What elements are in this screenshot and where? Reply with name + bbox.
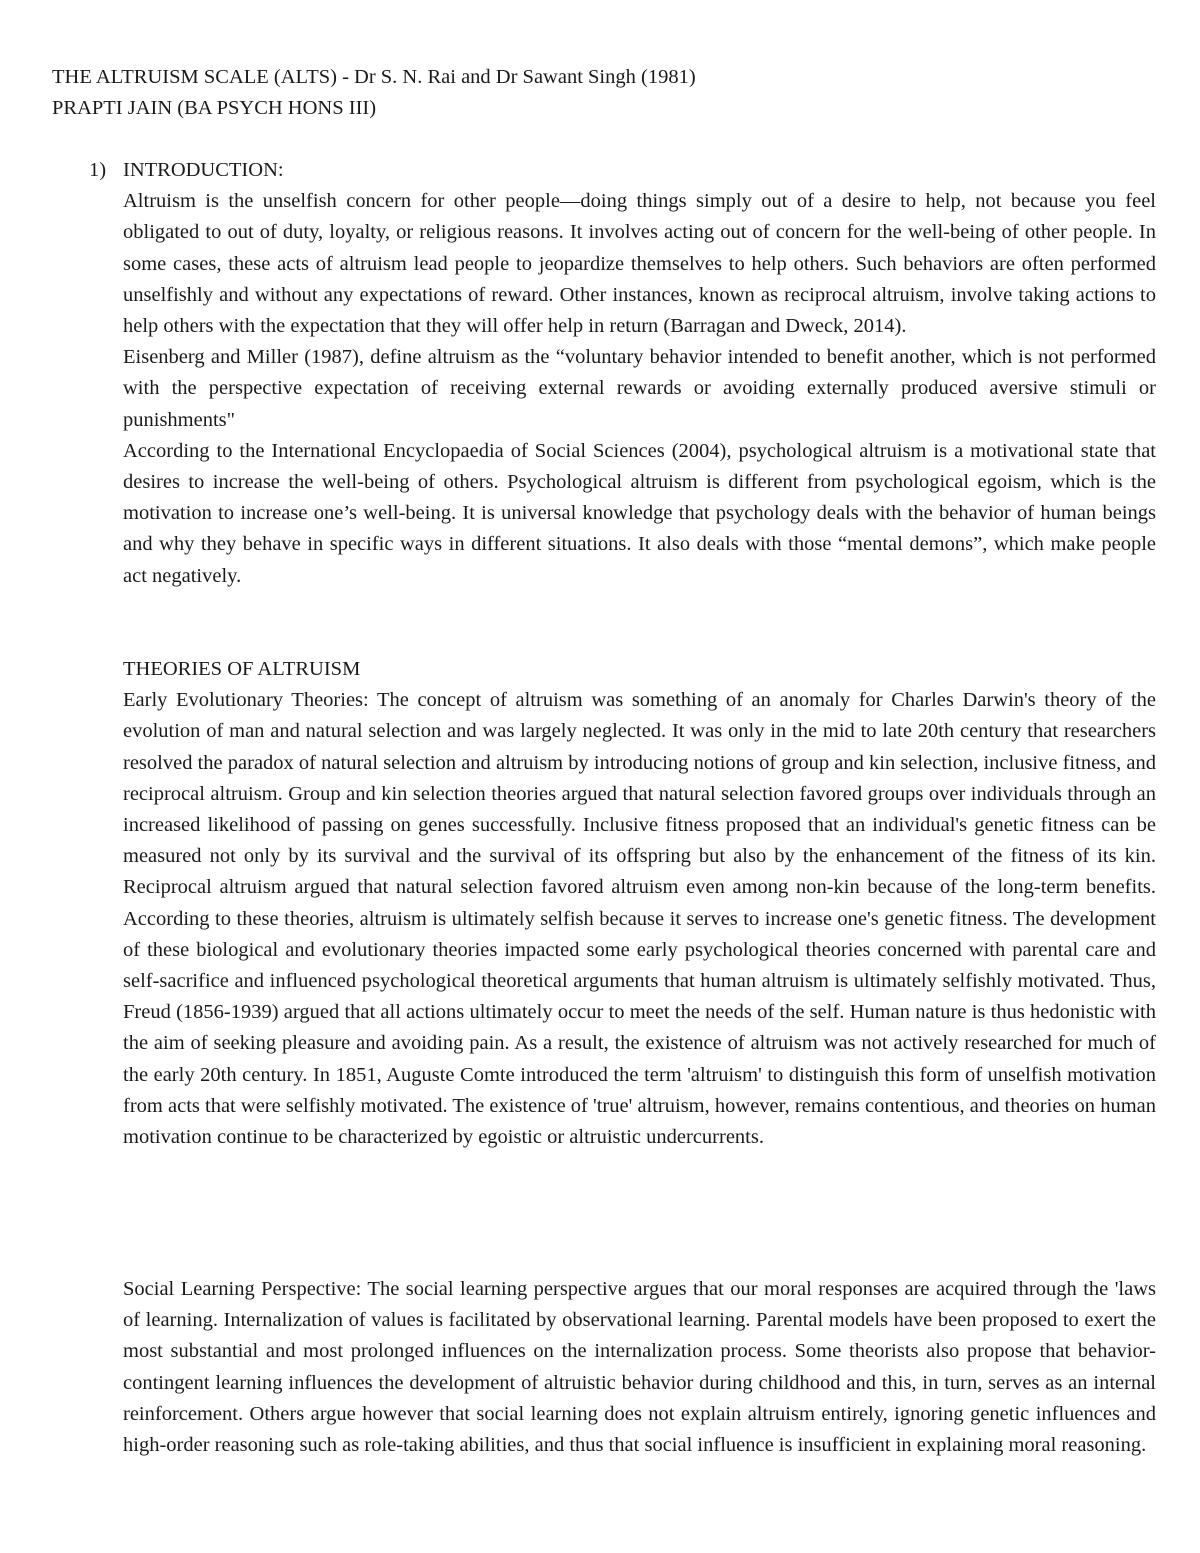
theories-heading: THEORIES OF ALTRUISM <box>123 658 361 680</box>
document-author: PRAPTI JAIN (BA PSYCH HONS III) <box>52 97 377 119</box>
evolutionary-theories-paragraph: Early Evolutionary Theories: The concept of altruism was something of an anomaly for Charles Darwin's theory of the evolution of man and natural selection and was largely neglected. It was only in the mid to late 20th century that researchers resolved the paradox of natural selection and altruism by introducing notions of group and kin selection, inclusive fitness, and reciprocal altruism. Group and kin selection theories argued that natural selection favored groups over individuals through an increased likelihood of passing on genes successfully. Inclusive fitness proposed that an individual's genetic fitness can be measured not only by its survival and the survival of its offspring but also by the enhancement of the fitness of its kin. Reciprocal altruism argued that natural selection favored altruism even among non-kin because of the long-term benefits. According to these theories, altruism is ultimately selfish because it serves to increase one's genetic fitness. The development of these biological and evolutionary theories impacted some early psychological theories concerned with parental care and self-sacrifice and influenced psychological theoretical arguments that human altruism is ultimately selfishly motivated. Thus, Freud (1856-1939) argued that all actions ultimately occur to meet the needs of the self. Human nature is thus hedonistic with the aim of seeking pleasure and avoiding pain. As a result, the existence of altruism was not actively researched for much of the early 20th century. In 1851, Auguste Comte introduced the term 'altruism' to distinguish this form of unselfish motivation from acts that were selfishly motivated. The existence of 'true' altruism, however, remains contentious, and theories on human motivation continue to be characterized by egoistic or altruistic undercurrents. <box>123 689 1156 1149</box>
social-learning-section <box>123 1274 1156 1461</box>
intro-paragraph-1: Altruism is the unselfish concern for other people—doing things simply out of a desire to help, not because you feel obligated to out of duty, loyalty, or religious reasons. It involves acting out of concern for the well-being of other people. In some cases, these acts of altruism lead people to jeopardize themselves to help others. Such behaviors are often performed unselfishly and without any expectations of reward. Other instances, known as reciprocal altruism, involve taking actions to help others with the expectation that they will offer help in return (Barragan and Dweck, 2014). <box>123 190 1156 338</box>
introduction-section <box>123 155 1156 592</box>
document-title: THE ALTRUISM SCALE (ALTS) - Dr S. N. Rai and Dr Sawant Singh (1981) <box>52 66 696 88</box>
theories-section <box>123 654 1156 1153</box>
introduction-heading: INTRODUCTION: <box>123 159 284 181</box>
intro-paragraph-2: Eisenberg and Miller (1987), define altruism as the “voluntary behavior intended to benefit another, which is not performed with the perspective expectation of receiving external rewards or avoiding externally produced aversive stimuli or punishments" <box>123 346 1156 431</box>
social-learning-paragraph: Social Learning Perspective: The social learning perspective argues that our moral responses are acquired through the 'laws of learning. Internalization of values is facilitated by observational learning. Parental models have been proposed to exert the most substantial and most prolonged influences on the internalization process. Some theorists also propose that behavior-contingent learning influences the development of altruistic behavior during childhood and this, in turn, serves as an internal reinforcement. Others argue however that social learning does not explain altruism entirely, ignoring genetic influences and high-order reasoning such as role-taking abilities, and thus that social influence is insufficient in explaining moral reasoning. <box>123 1278 1156 1457</box>
intro-paragraph-3: According to the International Encyclopaedia of Social Sciences (2004), psychological altruism is a motivational state that desires to increase the well-being of others. Psychological altruism is different from psychological egoism, which is the motivation to increase one’s well-being. It is universal knowledge that psychology deals with the behavior of human beings and why they behave in specific ways in different situations. It also deals with those “mental demons”, which make people act negatively. <box>123 439 1156 587</box>
section-number: 1) <box>89 159 107 181</box>
